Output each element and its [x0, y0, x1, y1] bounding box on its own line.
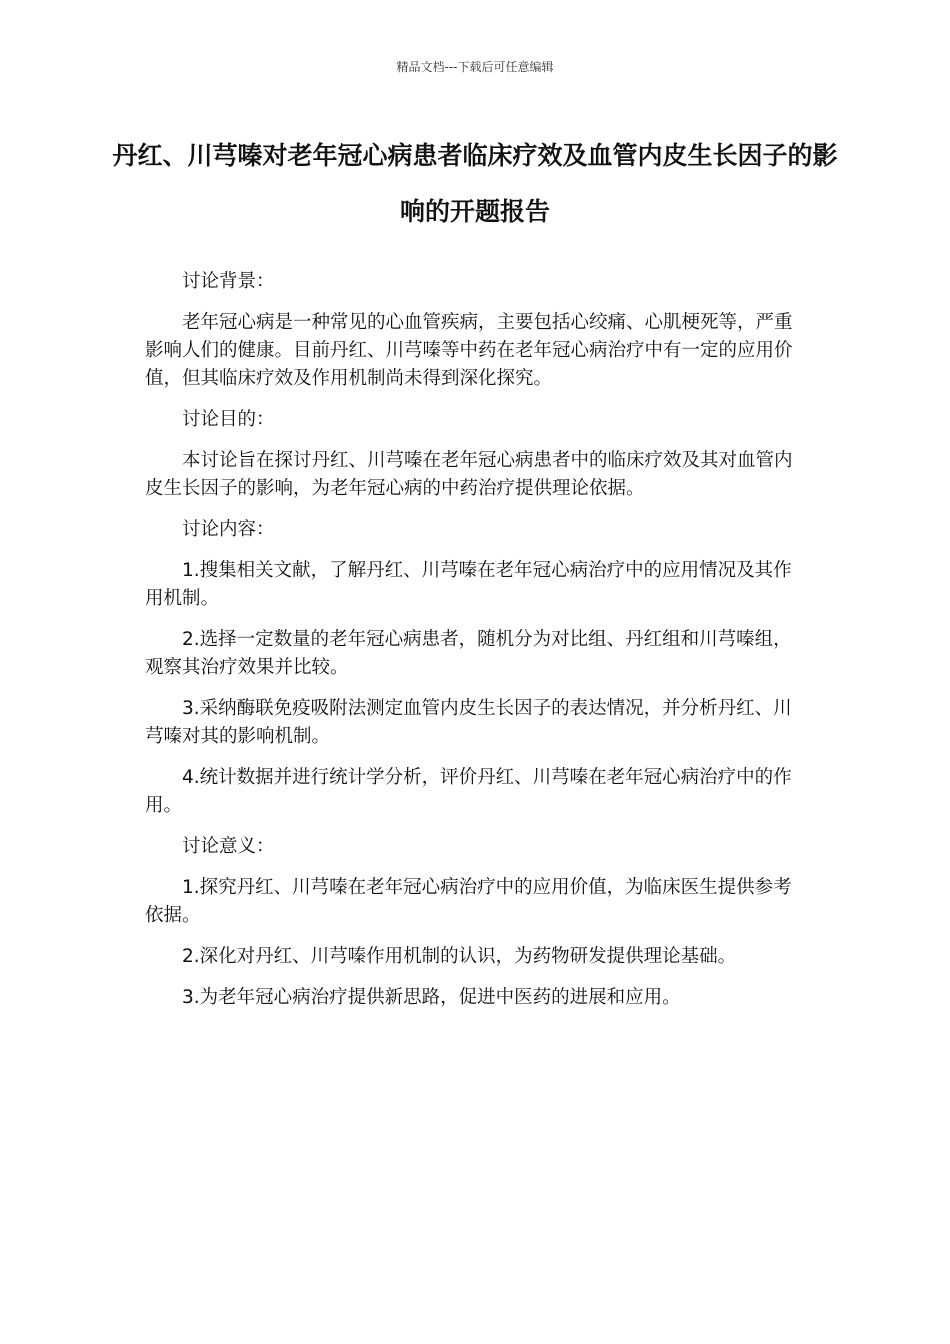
paragraph-purpose: 本讨论旨在探讨丹红、川芎嗪在老年冠心病患者中的临床疗效及其对血管内皮生长因子的影响，为老年冠心病的中药治疗提供理论依据。 — [145, 450, 793, 499]
section-heading-content: 讨论内容： — [182, 519, 275, 540]
content-item-4: 4.统计数据并进行统计学分析，评价丹红、川芎嗪在老年冠心病治疗中的作用。 — [145, 767, 792, 816]
section-heading-significance: 讨论意义： — [182, 836, 275, 857]
content-item-1: 1.搜集相关文献，了解丹红、川芎嗪在老年冠心病治疗中的应用情况及其作用机制。 — [145, 560, 792, 609]
significance-item-2: 2.深化对丹红、川芎嗪作用机制的认识，为药物研发提供理论基础。 — [182, 946, 737, 967]
document-body — [145, 268, 807, 1025]
significance-item-1: 1.探究丹红、川芎嗪在老年冠心病治疗中的应用价值，为临床医生提供参考依据。 — [145, 877, 792, 926]
content-item-3: 3.采纳酶联免疫吸附法测定血管内皮生长因子的表达情况，并分析丹红、川芎嗪对其的影响机制。 — [145, 698, 792, 747]
content-item-2: 2.选择一定数量的老年冠心病患者，随机分为对比组、丹红组和川芎嗪组，观察其治疗效果并比较。 — [145, 629, 792, 678]
section-heading-background: 讨论背景： — [182, 271, 275, 292]
paragraph-background: 老年冠心病是一种常见的心血管疾病，主要包括心绞痛、心肌梗死等，严重影响人们的健康。目前丹红、川芎嗪等中药在老年冠心病治疗中有一定的应用价值，但其临床疗效及作用机制尚未得到深化探究。 — [145, 312, 793, 389]
significance-item-3: 3.为老年冠心病治疗提供新思路，促进中医药的进展和应用。 — [182, 987, 681, 1008]
header-note: 精品文档---下载后可任意编辑 — [396, 60, 554, 74]
section-heading-purpose: 讨论目的： — [182, 409, 275, 430]
document-title: 丹红、川芎嗪对老年冠心病患者临床疗效及血管内皮生长因子的影响的开题报告 — [112, 141, 838, 226]
